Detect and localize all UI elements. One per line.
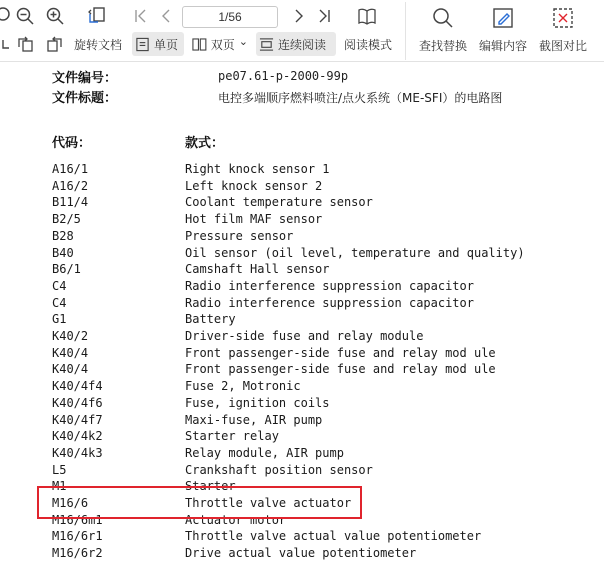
- part-code: M16/6m1: [52, 512, 103, 527]
- rotate-icon[interactable]: [86, 5, 108, 27]
- part-code: L5: [52, 462, 67, 477]
- part-code: K40/4: [52, 362, 89, 377]
- single-page-label: 单页: [154, 37, 179, 52]
- file-title-label: 文件标题：: [52, 91, 118, 106]
- code-column-header: 代码：: [52, 136, 92, 151]
- part-code: K40/4f6: [52, 395, 103, 410]
- rotate-doc-button[interactable]: 旋转文档: [74, 38, 123, 52]
- part-description: Driver-side fuse and relay module: [185, 329, 424, 343]
- part-description: Camshaft Hall sensor: [185, 262, 330, 277]
- part-code: K40/2: [52, 329, 89, 343]
- zoom-in-icon[interactable]: [44, 5, 66, 27]
- part-description: Front passenger-side fuse and relay mod ule: [185, 362, 496, 377]
- list-item: [0, 311, 604, 328]
- part-description: Hot film MAF sensor: [185, 212, 323, 227]
- part-description: Radio interference suppression capacitor: [185, 278, 474, 293]
- part-code: M1: [52, 479, 67, 494]
- toolbar-divider: [405, 2, 406, 60]
- part-description: Battery: [185, 312, 236, 327]
- part-code: M16/6: [52, 496, 89, 510]
- screenshot-compare-button[interactable]: [535, 4, 591, 60]
- part-description: Right knock sensor 1: [185, 162, 330, 176]
- list-item: [0, 395, 604, 412]
- part-description: Coolant temperature sensor: [185, 195, 373, 210]
- list-item: [0, 295, 604, 312]
- prev-page-icon[interactable]: [155, 5, 177, 27]
- list-item: [0, 228, 604, 245]
- fit-width-partial-icon[interactable]: [0, 33, 14, 55]
- part-code: A16/1: [52, 162, 89, 176]
- edit-content-button[interactable]: [475, 4, 531, 60]
- last-page-icon[interactable]: [313, 5, 335, 27]
- part-code: K40/4: [52, 345, 89, 360]
- first-page-icon[interactable]: [130, 5, 152, 27]
- list-item: [0, 428, 604, 445]
- rotate-doc-icon[interactable]: [14, 33, 36, 55]
- list-item: [0, 278, 604, 295]
- model-column-header: 款式：: [185, 136, 225, 151]
- edit-icon: [491, 6, 515, 30]
- part-description: Fuse, ignition coils: [185, 395, 330, 410]
- part-description: Throttle valve actual value potentiometer: [185, 529, 482, 544]
- part-description: Throttle valve actuator: [185, 496, 352, 510]
- part-description: Front passenger-side fuse and relay mod ule: [185, 345, 496, 360]
- part-code: B28: [52, 228, 74, 243]
- part-description: Radio interference suppression capacitor: [185, 295, 474, 310]
- part-code: B6/1: [52, 262, 81, 277]
- double-page-icon: [192, 37, 207, 52]
- find-replace-label: 查找替换: [418, 39, 467, 53]
- book-icon[interactable]: [356, 5, 378, 27]
- part-description: Pressure sensor: [185, 228, 294, 243]
- part-description: Relay module, AIR pump: [185, 445, 344, 460]
- part-code: C4: [52, 278, 67, 293]
- continuous-read-button[interactable]: [256, 32, 336, 56]
- list-item: [0, 178, 604, 195]
- single-page-button[interactable]: [132, 32, 184, 56]
- list-item: [0, 261, 604, 278]
- part-description: Starter: [185, 479, 236, 494]
- part-code: K40/4f4: [52, 379, 103, 394]
- zoom-out-icon[interactable]: [14, 5, 36, 27]
- list-item: [0, 412, 604, 429]
- list-item: [0, 528, 604, 545]
- part-code: A16/2: [52, 178, 89, 193]
- list-item: [0, 462, 604, 479]
- page-number-input[interactable]: 1/56: [182, 6, 278, 28]
- screenshot-compare-label: 截图对比: [538, 39, 587, 53]
- part-code: K40/4k2: [52, 429, 103, 444]
- list-item: [0, 161, 604, 178]
- list-item: [0, 245, 604, 262]
- file-number-label: 文件编号：: [52, 71, 118, 86]
- part-code: K40/4f7: [52, 412, 103, 427]
- part-code: C4: [52, 295, 67, 310]
- part-description: Crankshaft position sensor: [185, 462, 373, 477]
- file-title-value: 电控多端顺序燃料喷注/点火系统（ME-SFI）的电路图: [218, 91, 503, 105]
- list-item: [0, 378, 604, 395]
- reading-mode-button[interactable]: 阅读模式: [344, 38, 393, 52]
- part-description: Maxi-fuse, AIR pump: [185, 412, 323, 427]
- search-icon: [431, 6, 455, 30]
- part-code: B11/4: [52, 195, 89, 210]
- part-description: Actuator motor: [185, 512, 287, 527]
- edit-content-label: 编辑内容: [478, 39, 527, 53]
- list-item: [0, 328, 604, 345]
- continuous-read-icon: [259, 37, 274, 52]
- part-description: Starter relay: [185, 429, 279, 444]
- part-description: Oil sensor (oil level, temperature and quality): [185, 245, 525, 260]
- screenshot-compare-icon: [551, 6, 575, 30]
- rotate-doc-icon-2[interactable]: [44, 33, 66, 55]
- double-page-button[interactable]: [189, 32, 251, 56]
- part-description: Fuse 2, Motronic: [185, 379, 301, 394]
- list-item: [0, 545, 604, 562]
- list-item: [0, 345, 604, 362]
- part-description: Left knock sensor 2: [185, 178, 323, 193]
- double-page-label: 双页: [210, 37, 235, 52]
- single-page-icon: [135, 37, 150, 52]
- file-number-value: pe07.61-p-2000-99p: [218, 69, 349, 83]
- part-code: G1: [52, 312, 67, 327]
- list-item: [0, 211, 604, 228]
- part-code: M16/6r2: [52, 546, 103, 561]
- part-code: M16/6r1: [52, 529, 103, 544]
- chevron-down-icon: ⌄: [238, 34, 248, 48]
- part-code: B40: [52, 245, 74, 260]
- list-item: [0, 445, 604, 462]
- part-description: Drive actual value potentiometer: [185, 546, 417, 561]
- part-code: B2/5: [52, 212, 81, 227]
- list-item: [0, 361, 604, 378]
- continuous-read-label: 连续阅读: [278, 37, 327, 52]
- highlight-box: [37, 486, 362, 519]
- part-code: K40/4k3: [52, 445, 103, 460]
- next-page-icon[interactable]: [288, 5, 310, 27]
- toolbar: [0, 0, 604, 62]
- find-replace-button[interactable]: [415, 4, 471, 60]
- list-item: [0, 194, 604, 211]
